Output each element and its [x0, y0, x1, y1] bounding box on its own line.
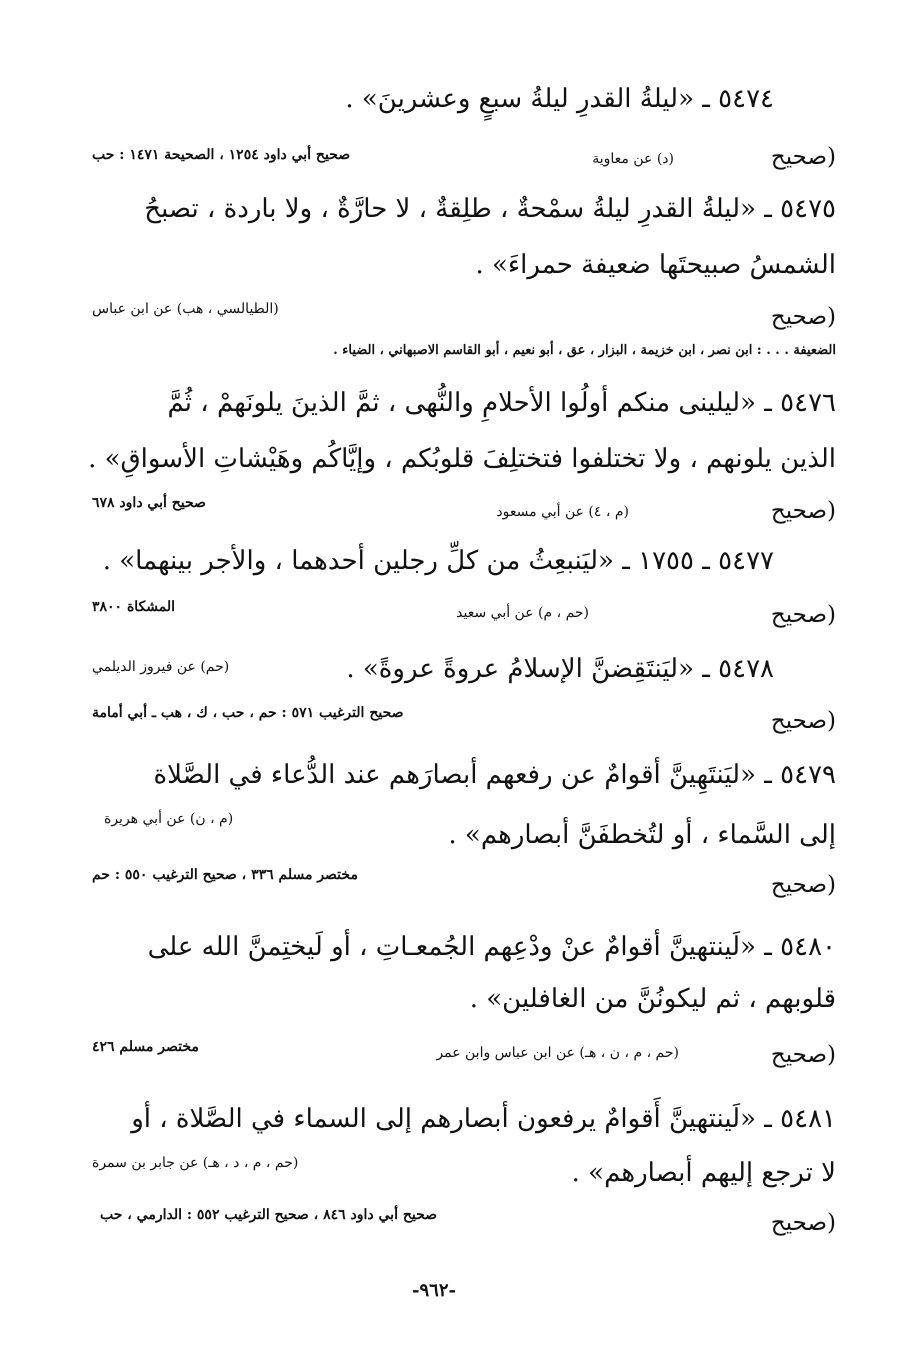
hadith-text: الذين يلونهم ، ولا تختلفوا فتختلِفَ قلوبُكم ، وإيَّاكُم وهَيْشاتِ الأسواقِ» .	[88, 444, 836, 474]
hadith-references: مختصر مسلم ٣٣٦ ، صحيح الترغيب ٥٥٠ : حم	[92, 867, 358, 883]
hadith-references: صحيح أبي داود ١٢٥٤ ، الصحيحة ١٤٧١ : حب	[92, 147, 351, 163]
hadith-references: المشكاة ٣٨٠٠	[92, 599, 176, 615]
grade-label: (صحيح	[770, 1210, 836, 1236]
hadith-references: صحيح الترغيب ٥٧١ : حم ، حب ، ك ، هب ـ أبي أمامة	[92, 705, 404, 721]
hadith-text: ٥٤٧٩ ـ «ليَنتَهِينَّ أقوامٌ عن رفعهم أبصارَهم عند الدُّعاء في الصَّلاة	[153, 760, 836, 790]
grade-label: (صحيح	[770, 1042, 836, 1068]
hadith-references: الضعيفة . . . : ابن نصر ، ابن خزيمة ، البزار ، عق ، أبو نعيم ، أبو القاسم الاصبهاني ، الضياء .	[333, 343, 836, 358]
hadith-references: صحيح أبي داود ٨٤٦ ، صحيح الترغيب ٥٥٢ : الدارمي ، حب	[100, 1207, 438, 1223]
hadith-text: ٥٤٧٧ ـ ١٧٥٥ ـ «ليَنبعِثُ من كلِّ رجلين أحدهما ، والأجر بينهما» .	[102, 546, 774, 576]
grade-label: (صحيح	[770, 498, 836, 524]
hadith-source: (حم) عن فيروز الديلمي	[92, 659, 230, 675]
hadith-text: لا ترجع إليهم أبصارهم» .	[571, 1158, 836, 1188]
hadith-source: (م ، ٤) عن أبي مسعود	[496, 504, 629, 520]
hadith-text: إلى السَّماء ، أو لتُخطفَنَّ أبصارهم» .	[448, 820, 836, 850]
grade-label: (صحيح	[770, 708, 836, 734]
hadith-source: (الطيالسي ، هب) عن ابن عباس	[92, 301, 279, 317]
grade-label: (صحيح	[770, 602, 836, 628]
grade-label: (صحيح	[770, 144, 836, 170]
hadith-source: (حم ، م ، د ، هـ) عن جابر بن سمرة	[92, 1155, 299, 1171]
hadith-text: ٥٤٨٠ ـ «لَينتهينَّ أقوامٌ عنْ ودْعِهم الجُمعـاتِ ، أو لَيختِمنَّ الله على	[147, 932, 836, 962]
hadith-source: (حم ، م ، ن ، هـ) عن ابن عباس وابن عمر	[436, 1045, 679, 1061]
hadith-text: ٥٤٧٦ ـ «ليلينى منكم أولُوا الأحلامِ والنُّهى ، ثمَّ الذينَ يلونَهمْ ، ثُمَّ	[167, 388, 836, 418]
hadith-references: صحيح أبي داود ٦٧٨	[92, 495, 206, 511]
hadith-text: قلوبهم ، ثم ليكونُنَّ من الغافلين» .	[469, 984, 836, 1014]
hadith-source: (حم ، م) عن أبي سعيد	[456, 605, 589, 621]
hadith-text: الشمسُ صبيحتَها ضعيفة حمراءَ» .	[475, 250, 836, 280]
hadith-source: (د) عن معاوية	[592, 151, 674, 167]
grade-label: (صحيح	[770, 872, 836, 898]
page-number: -٩٦٢-	[412, 1280, 456, 1301]
hadith-text: ٥٤٧٤ ـ «ليلةُ القدرِ ليلةُ سبعٍ وعشرينَ» .	[345, 84, 774, 114]
hadith-text: ٥٤٧٥ ـ «ليلةُ القدرِ ليلةُ سمْحةٌ ، طلِقةٌ ، لا حارَّةٌ ، ولا باردة ، تصبحُ	[144, 194, 836, 224]
hadith-text: ٥٤٨١ ـ «لَينتهينَّ أَقوامٌ يرفعون أبصارهم إلى السماء في الصَّلاة ، أو	[131, 1104, 836, 1134]
grade-label: (صحيح	[770, 304, 836, 330]
hadith-source: (م ، ن) عن أبي هريرة	[104, 811, 234, 827]
hadith-text: ٥٤٧٨ ـ «ليَنتَقِضنَّ الإسلامُ عروةً عروةً» .	[346, 654, 774, 684]
hadith-references: مختصر مسلم ٤٢٦	[92, 1039, 199, 1055]
